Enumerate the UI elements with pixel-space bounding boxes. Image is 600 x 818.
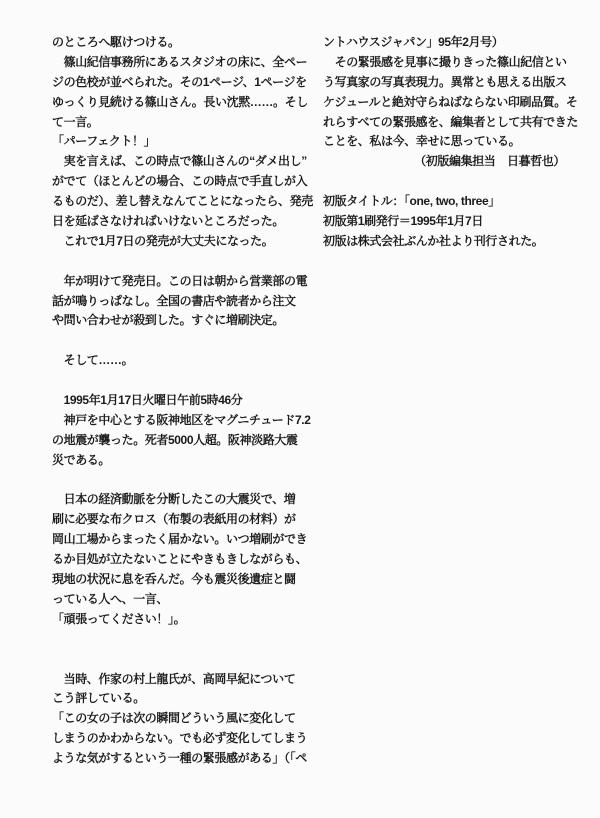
text-line: て一言。 bbox=[52, 114, 99, 129]
text-line: 刷に必要な布クロス（布製の表紙用の材料）が bbox=[52, 512, 296, 527]
blank-line bbox=[52, 252, 308, 272]
text-line: 岡山工場からまったく届かない。いつ増刷ができ bbox=[52, 532, 308, 547]
text-line: こう評している。 bbox=[52, 691, 145, 706]
text-line: るか目処が立たないことにやきもきしながらも、 bbox=[52, 552, 308, 567]
text-line: 災である。 bbox=[52, 452, 111, 467]
blank-line bbox=[52, 331, 308, 351]
text-line: 「頑張ってください！」。 bbox=[52, 611, 186, 626]
text-line: 実を言えば、この時点で篠山さんの“ダメ出し” bbox=[52, 154, 307, 169]
text-line: 初版は株式会社ぶんか社より刊行された。 bbox=[323, 233, 544, 248]
text-line: 現地の状況に息を呑んだ。今も震災後遺症と闘 bbox=[52, 572, 296, 587]
text-line: 初版第1刷発行＝1995年1月7日 bbox=[323, 214, 483, 229]
text-line: 初版タイトル：「one, two, three」 bbox=[323, 194, 500, 209]
text-line: う写真家の写真表現力。異常とも思える出版ス bbox=[323, 74, 567, 89]
text-line: 日本の経済動脈を分断したこの大震災で、増 bbox=[52, 492, 296, 507]
text-line: ゆっくり見続ける篠山さん。長い沈黙……。そし bbox=[52, 94, 308, 109]
blank-line bbox=[52, 650, 308, 670]
text-line: ジの色校が並べられた。その1ページ、1ページを bbox=[52, 74, 307, 89]
text-line: 年が明けて発売日。この日は朝から営業部の電 bbox=[52, 273, 308, 288]
text-line: 1995年1月17日火曜日午前5時46分 bbox=[52, 393, 243, 408]
text-line: 篠山紀信事務所にあるスタジオの床に、全ペー bbox=[52, 54, 308, 69]
text-line: ケジュールと絶対守らねばならない印刷品質。そ bbox=[323, 94, 578, 109]
text-line: 話が鳴りっぱなし。全国の書店や読者から注文 bbox=[52, 293, 296, 308]
text-line: 当時、作家の村上龍氏が、高岡早紀について bbox=[52, 671, 296, 686]
text-line: のところへ駆けつける。 bbox=[52, 35, 180, 49]
blank-line bbox=[323, 172, 577, 192]
blank-line bbox=[52, 371, 308, 391]
left-text-column bbox=[52, 33, 313, 769]
text-line: れらすべての緊張感を、編集者として共有できた bbox=[323, 114, 578, 129]
text-line: がでて（ほとんどの場合、この時点で手直しが入 bbox=[52, 174, 308, 189]
text-line: 日を延ばさなければいけないところだった。 bbox=[52, 214, 285, 229]
text-line: の地震が襲った。死者5000人超。阪神淡路大震 bbox=[52, 432, 298, 447]
text-line: や問い合わせが殺到した。すぐに増刷決定。 bbox=[52, 313, 285, 328]
text-line: 「パーフェクト！」 bbox=[52, 134, 156, 149]
right-text-column bbox=[323, 33, 577, 252]
text-line: ントハウスジャパン」95年2月号） bbox=[323, 35, 504, 49]
text-line: そして……。 bbox=[52, 353, 134, 368]
text-line: その緊張感を見事に撮りきった篠山紀信とい bbox=[323, 54, 567, 69]
text-line: っている人へ、一言、 bbox=[52, 591, 169, 606]
blank-line bbox=[52, 471, 308, 491]
text-line: これで1月7日の発売が大丈夫になった。 bbox=[52, 233, 274, 248]
blank-line bbox=[52, 630, 308, 650]
text-line: しまうのかわからない。でも必ず変化してしまう bbox=[52, 731, 308, 746]
text-line: ことを、私は今、幸せに思っている。 bbox=[323, 134, 521, 149]
text-line: 神戸を中心とする阪神地区をマグニチュード7.2 bbox=[52, 412, 311, 427]
text-line: 「この女の子は次の瞬間どういう風に変化して bbox=[52, 711, 296, 726]
text-line: るものだ）、差し替えなんてことになったら、発売 bbox=[52, 194, 313, 209]
text-line: （初版編集担当 日暮哲也） bbox=[414, 154, 565, 169]
text-line: ような気がするという一種の緊張感がある」（「ペ bbox=[52, 751, 307, 766]
